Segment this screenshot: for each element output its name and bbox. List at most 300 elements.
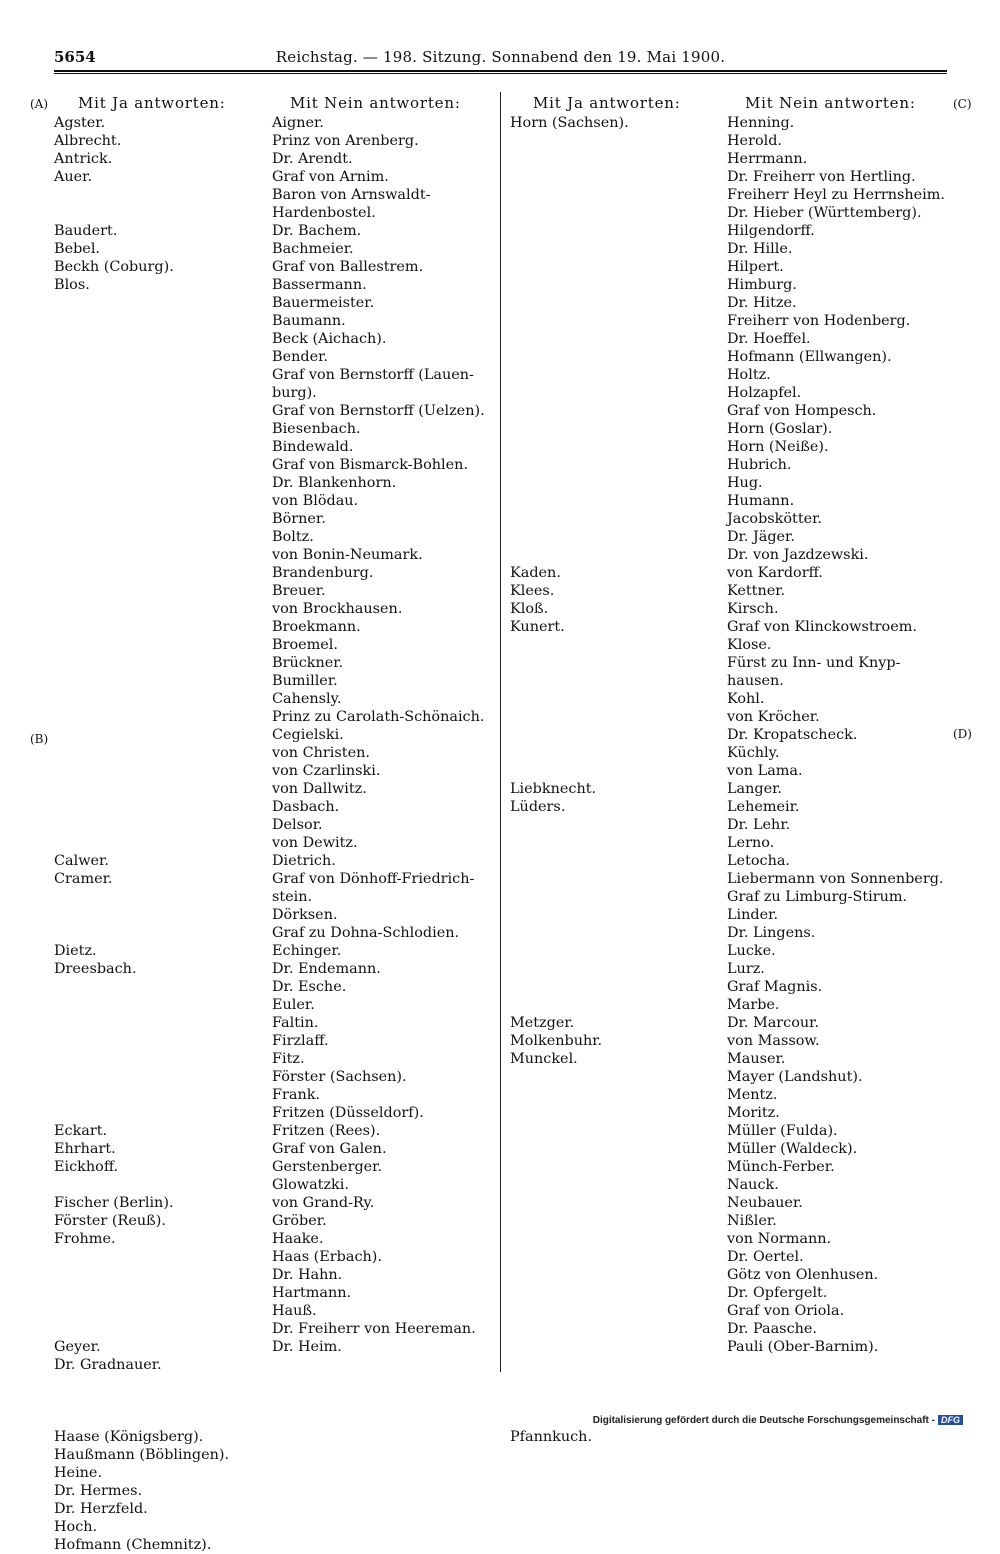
list-item bbox=[54, 384, 229, 402]
list-item: Linder. bbox=[727, 907, 779, 923]
list-item bbox=[54, 1284, 229, 1302]
list-item: Liebknecht. bbox=[510, 781, 597, 797]
list-item bbox=[54, 564, 229, 582]
list-item: Cramer. bbox=[54, 871, 113, 887]
list-item bbox=[510, 1302, 629, 1320]
right-nein-list bbox=[727, 114, 945, 1356]
list-item: Humann. bbox=[727, 493, 795, 509]
list-item bbox=[510, 1212, 629, 1230]
list-item: Boltz. bbox=[272, 529, 314, 545]
list-item: Langer. bbox=[727, 781, 783, 797]
list-item: Münch-Ferber. bbox=[727, 1159, 835, 1175]
margin-marker-a: (A) bbox=[30, 97, 49, 111]
list-item: von Czarlinski. bbox=[272, 763, 381, 779]
list-item bbox=[510, 384, 629, 402]
list-item: Albrecht. bbox=[54, 133, 122, 149]
list-item bbox=[510, 1356, 629, 1374]
list-item: Dr. Esche. bbox=[272, 979, 347, 995]
list-item bbox=[54, 528, 229, 546]
list-item bbox=[54, 726, 229, 744]
list-item bbox=[54, 1032, 229, 1050]
list-item: Aigner. bbox=[272, 115, 324, 131]
list-item bbox=[510, 510, 629, 528]
list-item bbox=[510, 132, 629, 150]
list-item bbox=[54, 600, 229, 618]
list-item: Metzger. bbox=[510, 1015, 575, 1031]
footer-credit bbox=[593, 1415, 963, 1426]
list-item: Hug. bbox=[727, 475, 763, 491]
list-item: Prinz zu Carolath-Schönaich. bbox=[272, 709, 485, 725]
footer-text: Digitalisierung gefördert durch die Deutsche Forschungsgemeinschaft - bbox=[592, 1415, 935, 1426]
list-item: Hofmann (Chemnitz). bbox=[54, 1537, 212, 1553]
list-item bbox=[510, 852, 629, 870]
list-item bbox=[510, 420, 629, 438]
list-item bbox=[510, 816, 629, 834]
list-item bbox=[54, 402, 229, 420]
list-item bbox=[54, 996, 229, 1014]
list-item: Kohl. bbox=[727, 691, 765, 707]
list-item bbox=[510, 1374, 629, 1392]
list-item bbox=[510, 942, 629, 960]
list-item: Holtz. bbox=[727, 367, 771, 383]
list-item: Haußmann (Böblingen). bbox=[54, 1447, 230, 1463]
page-title: Reichstag. — 198. Sitzung. Sonnabend den 19. Mai 1900. bbox=[275, 48, 726, 66]
list-item: Dr. von Jazdzewski. bbox=[727, 547, 869, 563]
list-item bbox=[510, 672, 629, 690]
list-item: Dietrich. bbox=[272, 853, 336, 869]
list-item bbox=[54, 474, 229, 492]
list-item bbox=[510, 744, 629, 762]
list-item: Baron von Arnswaldt- bbox=[272, 187, 431, 203]
page-number: 5654 bbox=[54, 48, 96, 66]
list-item bbox=[510, 996, 629, 1014]
list-item bbox=[510, 762, 629, 780]
list-item: Hilgendorff. bbox=[727, 223, 815, 239]
list-item bbox=[54, 456, 229, 474]
list-item: Dasbach. bbox=[272, 799, 340, 815]
list-item bbox=[54, 924, 229, 942]
list-item: von Kardorff. bbox=[727, 565, 823, 581]
list-item: Graf von Arnim. bbox=[272, 169, 389, 185]
list-item: Dietz. bbox=[54, 943, 97, 959]
list-item: Breuer. bbox=[272, 583, 326, 599]
list-item: Dörksen. bbox=[272, 907, 338, 923]
list-item: Kunert. bbox=[510, 619, 565, 635]
list-item: Fritzen (Rees). bbox=[272, 1123, 381, 1139]
list-item bbox=[510, 888, 629, 906]
list-item bbox=[54, 1266, 229, 1284]
list-item bbox=[54, 1248, 229, 1266]
list-item: Moritz. bbox=[727, 1105, 780, 1121]
list-item bbox=[510, 546, 629, 564]
list-item: Fritzen (Düsseldorf). bbox=[272, 1105, 424, 1121]
list-item: Himburg. bbox=[727, 277, 797, 293]
list-item bbox=[54, 798, 229, 816]
list-item: Haake. bbox=[272, 1231, 324, 1247]
header-rule-thick bbox=[54, 70, 947, 72]
margin-marker-c: (C) bbox=[953, 97, 972, 111]
list-item: Delsor. bbox=[272, 817, 323, 833]
list-item: Dr. Heim. bbox=[272, 1339, 342, 1355]
list-item bbox=[510, 1392, 629, 1410]
list-item: Dr. Bachem. bbox=[272, 223, 362, 239]
list-item: Graf von Dönhoff-Friedrich- bbox=[272, 871, 475, 887]
list-item: Graf von Klinckowstroem. bbox=[727, 619, 917, 635]
list-item bbox=[510, 258, 629, 276]
list-item: Haas (Erbach). bbox=[272, 1249, 382, 1265]
list-item: Auer. bbox=[54, 169, 93, 185]
list-item: Graf von Galen. bbox=[272, 1141, 387, 1157]
list-item: Graf zu Dohna-Schlodien. bbox=[272, 925, 460, 941]
list-item bbox=[54, 654, 229, 672]
list-item: hausen. bbox=[727, 673, 784, 689]
list-item: Gröber. bbox=[272, 1213, 327, 1229]
list-item: Dr. Hille. bbox=[727, 241, 793, 257]
list-item: Eckart. bbox=[54, 1123, 108, 1139]
list-item bbox=[510, 654, 629, 672]
list-item: Bender. bbox=[272, 349, 328, 365]
list-item: Kloß. bbox=[510, 601, 549, 617]
list-item: Graf von Bernstorff (Uelzen). bbox=[272, 403, 485, 419]
list-item bbox=[510, 978, 629, 996]
list-item: Graf Magnis. bbox=[727, 979, 823, 995]
list-item bbox=[54, 186, 229, 204]
list-item: Dr. Blankenhorn. bbox=[272, 475, 397, 491]
list-item bbox=[54, 312, 229, 330]
list-item: Förster (Sachsen). bbox=[272, 1069, 407, 1085]
list-item: Dr. Marcour. bbox=[727, 1015, 820, 1031]
list-item bbox=[54, 834, 229, 852]
list-item: Frohme. bbox=[54, 1231, 116, 1247]
list-item: Dr. Lehr. bbox=[727, 817, 791, 833]
list-item bbox=[510, 312, 629, 330]
list-item: von Normann. bbox=[727, 1231, 832, 1247]
list-item: Hubrich. bbox=[727, 457, 792, 473]
list-item: Förster (Reuß). bbox=[54, 1213, 166, 1229]
list-item: Hilpert. bbox=[727, 259, 784, 275]
list-item bbox=[510, 348, 629, 366]
list-item: Klees. bbox=[510, 583, 555, 599]
list-item: Hardenbostel. bbox=[272, 205, 376, 221]
list-item: Nauck. bbox=[727, 1177, 779, 1193]
list-item: Ehrhart. bbox=[54, 1141, 116, 1157]
list-item: Euler. bbox=[272, 997, 315, 1013]
list-item: von Brockhausen. bbox=[272, 601, 403, 617]
list-item bbox=[510, 726, 629, 744]
list-item: Pauli (Ober-Barnim). bbox=[727, 1339, 879, 1355]
list-item bbox=[510, 960, 629, 978]
list-item bbox=[510, 834, 629, 852]
list-item bbox=[54, 492, 229, 510]
list-item bbox=[510, 1176, 629, 1194]
list-item: Bachmeier. bbox=[272, 241, 354, 257]
list-item: Dr. Freiherr von Heereman. bbox=[272, 1321, 476, 1337]
list-item: von Dallwitz. bbox=[272, 781, 367, 797]
list-item: Dr. Herzfeld. bbox=[54, 1501, 148, 1517]
list-item: Bassermann. bbox=[272, 277, 367, 293]
list-item: Eickhoff. bbox=[54, 1159, 119, 1175]
list-item bbox=[510, 1230, 629, 1248]
list-item: Broekmann. bbox=[272, 619, 361, 635]
list-item: Müller (Waldeck). bbox=[727, 1141, 858, 1157]
list-item bbox=[510, 276, 629, 294]
list-item bbox=[54, 438, 229, 456]
list-item: Firzlaff. bbox=[272, 1033, 329, 1049]
header-rule-thin bbox=[54, 73, 947, 74]
list-item bbox=[510, 690, 629, 708]
list-item bbox=[54, 906, 229, 924]
list-item: Cegielski. bbox=[272, 727, 344, 743]
list-item: Antrick. bbox=[54, 151, 113, 167]
list-item: Brandenburg. bbox=[272, 565, 374, 581]
list-item: Dr. Hoeffel. bbox=[727, 331, 811, 347]
list-item bbox=[54, 888, 229, 906]
list-item: Müller (Fulda). bbox=[727, 1123, 838, 1139]
list-item bbox=[510, 366, 629, 384]
list-item bbox=[54, 294, 229, 312]
list-item bbox=[54, 1392, 229, 1410]
list-item: Prinz von Arenberg. bbox=[272, 133, 419, 149]
margin-marker-b: (B) bbox=[30, 732, 49, 746]
list-item: Dr. Hermes. bbox=[54, 1483, 143, 1499]
list-item: Baumann. bbox=[272, 313, 346, 329]
list-item: Lurz. bbox=[727, 961, 765, 977]
list-item: Götz von Olenhusen. bbox=[727, 1267, 879, 1283]
list-item: Gerstenberger. bbox=[272, 1159, 383, 1175]
list-item: Faltin. bbox=[272, 1015, 319, 1031]
list-item: Lüders. bbox=[510, 799, 566, 815]
list-item: Herrmann. bbox=[727, 151, 808, 167]
list-item bbox=[510, 222, 629, 240]
list-item: Kaden. bbox=[510, 565, 561, 581]
list-item bbox=[54, 672, 229, 690]
list-item bbox=[54, 780, 229, 798]
list-item bbox=[510, 1140, 629, 1158]
list-item bbox=[510, 402, 629, 420]
list-item: von Massow. bbox=[727, 1033, 820, 1049]
list-item bbox=[54, 1320, 229, 1338]
list-item: Graf von Oriola. bbox=[727, 1303, 845, 1319]
list-item: Dr. Freiherr von Hertling. bbox=[727, 169, 916, 185]
column-divider bbox=[500, 92, 501, 1372]
list-item: Brückner. bbox=[272, 655, 344, 671]
list-item: Lerno. bbox=[727, 835, 775, 851]
list-item: Heine. bbox=[54, 1465, 103, 1481]
list-item bbox=[54, 762, 229, 780]
right-ja-heading: Mit Ja antworten: bbox=[533, 94, 681, 112]
list-item: Lucke. bbox=[727, 943, 776, 959]
list-item: Graf von Ballestrem. bbox=[272, 259, 424, 275]
list-item bbox=[510, 1284, 629, 1302]
list-item bbox=[54, 1410, 229, 1428]
list-item bbox=[54, 420, 229, 438]
list-item: Holzapfel. bbox=[727, 385, 802, 401]
list-item bbox=[54, 978, 229, 996]
list-item: Kirsch. bbox=[727, 601, 779, 617]
list-item bbox=[54, 1068, 229, 1086]
left-ja-list bbox=[54, 114, 229, 1554]
list-item: Hartmann. bbox=[272, 1285, 352, 1301]
list-item: Beck (Aichach). bbox=[272, 331, 387, 347]
list-item: Echinger. bbox=[272, 943, 342, 959]
list-item bbox=[510, 636, 629, 654]
list-item bbox=[54, 1086, 229, 1104]
list-item: Graf von Bismarck-Bohlen. bbox=[272, 457, 469, 473]
list-item: Dr. Arendt. bbox=[272, 151, 353, 167]
list-item bbox=[54, 636, 229, 654]
list-item: Mayer (Landshut). bbox=[727, 1069, 863, 1085]
list-item: Küchly. bbox=[727, 745, 780, 761]
list-item bbox=[54, 1104, 229, 1122]
list-item: Glowatzki. bbox=[272, 1177, 349, 1193]
margin-marker-d: (D) bbox=[953, 727, 972, 741]
list-item bbox=[54, 546, 229, 564]
list-item: Dr. Hahn. bbox=[272, 1267, 343, 1283]
right-ja-list bbox=[510, 114, 629, 1446]
list-item bbox=[510, 204, 629, 222]
list-item: Broemel. bbox=[272, 637, 338, 653]
list-item bbox=[510, 1086, 629, 1104]
list-item: Letocha. bbox=[727, 853, 791, 869]
list-item: Graf von Bernstorff (Lauen- bbox=[272, 367, 474, 383]
list-item: Marbe. bbox=[727, 997, 780, 1013]
list-item bbox=[510, 456, 629, 474]
list-item: Hauß. bbox=[272, 1303, 317, 1319]
list-item: Frank. bbox=[272, 1087, 321, 1103]
list-item: Hoch. bbox=[54, 1519, 98, 1535]
list-item: Bauermeister. bbox=[272, 295, 375, 311]
list-item bbox=[510, 294, 629, 312]
list-item bbox=[510, 1266, 629, 1284]
list-item: Dr. Hieber (Württemberg). bbox=[727, 205, 922, 221]
list-item bbox=[510, 240, 629, 258]
list-item: Fürst zu Inn- und Knyp- bbox=[727, 655, 901, 671]
list-item: Mauser. bbox=[727, 1051, 786, 1067]
list-item: Mentz. bbox=[727, 1087, 778, 1103]
list-item: Neubauer. bbox=[727, 1195, 803, 1211]
list-item bbox=[510, 1320, 629, 1338]
list-item bbox=[510, 1068, 629, 1086]
list-item bbox=[54, 618, 229, 636]
right-nein-heading: Mit Nein antworten: bbox=[745, 94, 916, 112]
list-item: Fitz. bbox=[272, 1051, 305, 1067]
list-item: Dr. Jäger. bbox=[727, 529, 795, 545]
list-item bbox=[54, 582, 229, 600]
list-item: Geyer. bbox=[54, 1339, 101, 1355]
list-item: Dr. Lingens. bbox=[727, 925, 816, 941]
list-item bbox=[510, 492, 629, 510]
list-item: Fischer (Berlin). bbox=[54, 1195, 174, 1211]
list-item: Horn (Goslar). bbox=[727, 421, 833, 437]
list-item bbox=[54, 816, 229, 834]
list-item: Bindewald. bbox=[272, 439, 354, 455]
list-item: Freiherr Heyl zu Herrnsheim. bbox=[727, 187, 945, 203]
list-item: Dr. Oertel. bbox=[727, 1249, 804, 1265]
list-item: Graf von Hompesch. bbox=[727, 403, 877, 419]
list-item: Baudert. bbox=[54, 223, 118, 239]
list-item: von Blödau. bbox=[272, 493, 359, 509]
list-item: Cahensly. bbox=[272, 691, 342, 707]
list-item: Herold. bbox=[727, 133, 782, 149]
list-item: Dr. Hitze. bbox=[727, 295, 797, 311]
list-item bbox=[510, 150, 629, 168]
list-item: Biesenbach. bbox=[272, 421, 361, 437]
list-item: Dr. Gradnauer. bbox=[54, 1357, 162, 1373]
list-item: von Lama. bbox=[727, 763, 803, 779]
list-item bbox=[54, 1302, 229, 1320]
list-item: Horn (Sachsen). bbox=[510, 115, 629, 131]
list-item bbox=[54, 1176, 229, 1194]
list-item: von Grand-Ry. bbox=[272, 1195, 375, 1211]
list-item bbox=[510, 1104, 629, 1122]
list-item bbox=[510, 924, 629, 942]
list-item: Dr. Kropatscheck. bbox=[727, 727, 858, 743]
list-item bbox=[510, 186, 629, 204]
list-item bbox=[54, 1374, 229, 1392]
list-item bbox=[54, 366, 229, 384]
list-item bbox=[510, 1194, 629, 1212]
list-item bbox=[54, 708, 229, 726]
list-item: Dr. Paasche. bbox=[727, 1321, 817, 1337]
list-item bbox=[54, 744, 229, 762]
list-item bbox=[510, 1248, 629, 1266]
page-header bbox=[54, 48, 947, 68]
list-item: Henning. bbox=[727, 115, 795, 131]
list-item: Freiherr von Hodenberg. bbox=[727, 313, 911, 329]
list-item bbox=[54, 1014, 229, 1032]
list-item: Blos. bbox=[54, 277, 90, 293]
list-item: Dr. Endemann. bbox=[272, 961, 381, 977]
list-item: Agster. bbox=[54, 115, 106, 131]
list-item: Horn (Neiße). bbox=[727, 439, 829, 455]
list-item bbox=[510, 906, 629, 924]
list-item bbox=[510, 870, 629, 888]
list-item bbox=[510, 1158, 629, 1176]
list-item: burg). bbox=[272, 385, 317, 401]
list-item: Nißler. bbox=[727, 1213, 777, 1229]
list-item: von Dewitz. bbox=[272, 835, 358, 851]
list-item bbox=[510, 474, 629, 492]
list-item: Hofmann (Ellwangen). bbox=[727, 349, 892, 365]
list-item: Bumiller. bbox=[272, 673, 338, 689]
list-item: Munckel. bbox=[510, 1051, 578, 1067]
list-item: Bebel. bbox=[54, 241, 100, 257]
list-item bbox=[510, 438, 629, 456]
list-item bbox=[510, 528, 629, 546]
list-item: Beckh (Coburg). bbox=[54, 259, 174, 275]
list-item bbox=[510, 1122, 629, 1140]
list-item bbox=[510, 1338, 629, 1356]
list-item: von Christen. bbox=[272, 745, 370, 761]
list-item: Liebermann von Sonnenberg. bbox=[727, 871, 944, 887]
list-item bbox=[54, 690, 229, 708]
left-ja-heading: Mit Ja antworten: bbox=[78, 94, 226, 112]
list-item bbox=[54, 510, 229, 528]
list-item bbox=[54, 348, 229, 366]
list-item: Graf zu Limburg-Stirum. bbox=[727, 889, 908, 905]
list-item: Pfannkuch. bbox=[510, 1429, 593, 1445]
list-item bbox=[510, 168, 629, 186]
dfg-logo: DFG bbox=[938, 1415, 963, 1425]
list-item: Kettner. bbox=[727, 583, 786, 599]
list-item: Molkenbuhr. bbox=[510, 1033, 603, 1049]
list-item: von Kröcher. bbox=[727, 709, 820, 725]
list-item: Lehemeir. bbox=[727, 799, 800, 815]
list-item: Dr. Opfergelt. bbox=[727, 1285, 828, 1301]
list-item: Dreesbach. bbox=[54, 961, 137, 977]
list-item bbox=[510, 330, 629, 348]
list-item: Börner. bbox=[272, 511, 326, 527]
